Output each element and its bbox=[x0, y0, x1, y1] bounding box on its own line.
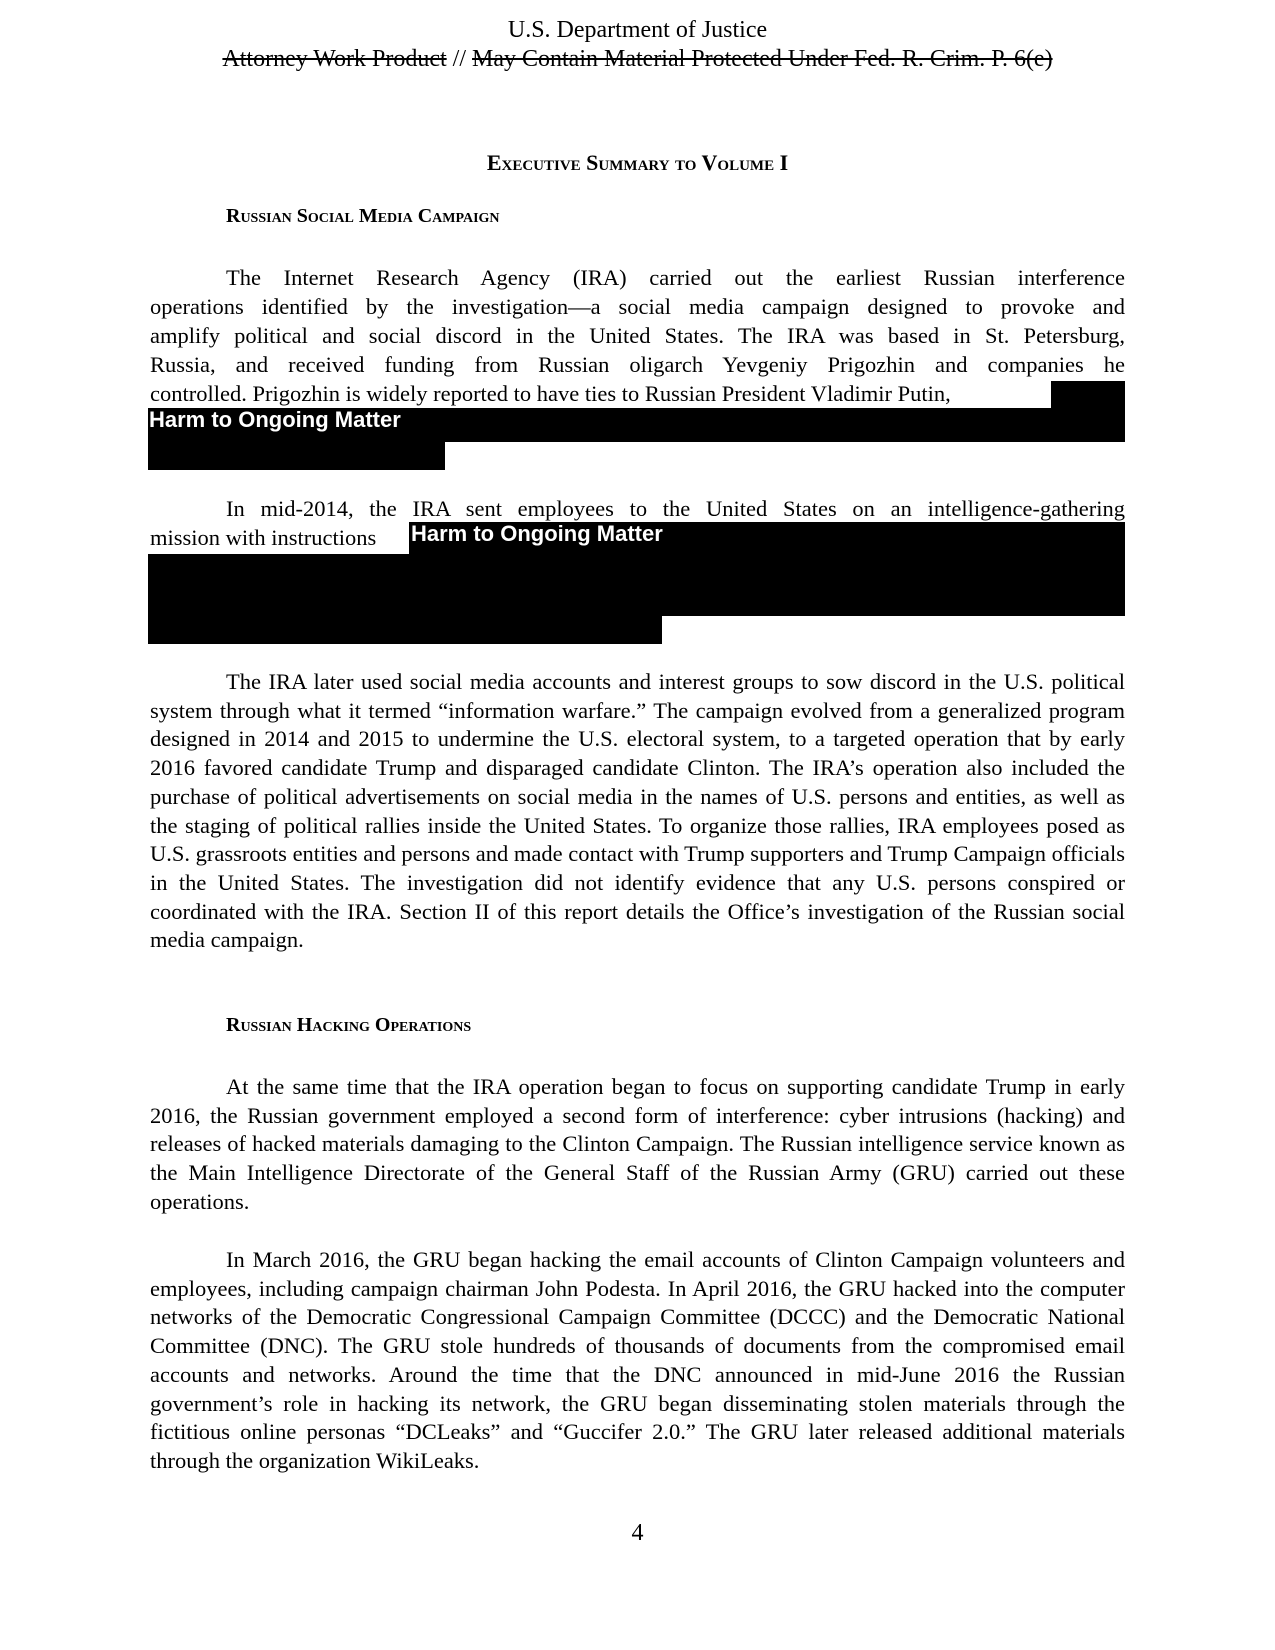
section-heading-social-media: Russian Social Media Campaign bbox=[226, 205, 500, 227]
text-line: Russia, and received funding from Russian oligarch Yevgeniy Prigozhin and companies he bbox=[150, 352, 1125, 377]
agency-header: U.S. Department of Justice bbox=[507, 17, 768, 43]
redaction-bar bbox=[1051, 381, 1125, 411]
page-number: 4 bbox=[631, 1520, 644, 1546]
redaction-bar bbox=[148, 614, 662, 644]
marking-grand-jury: May Contain Material Protected Under Fed. R. Crim. P. 6(e) bbox=[472, 46, 1053, 72]
page-title: Executive Summary to Volume I bbox=[486, 150, 789, 175]
paragraph-gru-operations: At the same time that the IRA operation began to focus on supporting candidate Trump in early 2016, the Russian government employed a second form of interference: cyber intrusions (hacking) and releases of hacked materials damaging to the Clinton Campaign. The Russian intelligence service known as the Main Intelligence Directorate of the General Staff of the Russian Army (GRU) carried out these operations. bbox=[150, 1074, 1125, 1214]
redaction-label: Harm to Ongoing Matter bbox=[411, 521, 663, 546]
paragraph-gru-hacking: In March 2016, the GRU began hacking the email accounts of Clinton Campaign volunteers and employees, including campaign chairman John Podesta. In April 2016, the GRU hacked into the computer networks of the Democratic Congressional Campaign Committee (DCCC) and the Democratic National Committee (DNC). The GRU stole hundreds of thousands of documents from the compromised email accounts and networks. Around the time that the DNC announced in mid-June 2016 the Russian government’s role in hacking its network, the GRU began disseminating stolen materials through the fictitious online personas “DCLeaks” and “Guccifer 2.0.” The GRU later released additional materials through the organization WikiLeaks. bbox=[150, 1247, 1125, 1473]
text-line: amplify political and social discord in the United States. The IRA was based in St. Petersburg, bbox=[150, 323, 1125, 348]
text-line: The Internet Research Agency (IRA) carried out the earliest Russian interference bbox=[226, 265, 1125, 290]
paragraph-information-warfare: The IRA later used social media accounts and interest groups to sow discord in the U.S. political system through what it termed “information warfare.” The campaign evolved from a generalized program designed in 2014 and 2015 to undermine the U.S. electoral system, to a targeted operation that by early 2016 favored candidate Trump and disparaged candidate Clinton. The IRA’s operation also included the purchase of political advertisements on social media in the names of U.S. persons and entities, as well as the staging of political rallies inside the United States. To organize those rallies, IRA employees posed as U.S. grassroots entities and persons and made contact with Trump supporters and Trump Campaign officials in the United States. The investigation did not identify evidence that any U.S. persons conspired or coordinated with the IRA. Section II of this report details the Office’s investigation of the Russian social media campaign. bbox=[150, 669, 1125, 953]
text-line: operations identified by the investigation—a social media campaign designed to provoke and bbox=[150, 294, 1125, 319]
section-heading-hacking: Russian Hacking Operations bbox=[226, 1014, 472, 1036]
text-line: In mid-2014, the IRA sent employees to the United States on an intelligence-gathering bbox=[226, 496, 1125, 521]
redaction-label: Harm to Ongoing Matter bbox=[149, 407, 401, 432]
marking-separator: // bbox=[452, 46, 467, 72]
document-marking bbox=[0, 45, 1275, 73]
marking-work-product: Attorney Work Product bbox=[222, 46, 447, 72]
redaction-bar bbox=[148, 440, 445, 470]
redaction-bar bbox=[148, 554, 1125, 616]
text-line: mission with instructions bbox=[150, 525, 377, 550]
text-line: controlled. Prigozhin is widely reported to have ties to Russian President Vladimir Putin, bbox=[150, 381, 951, 406]
